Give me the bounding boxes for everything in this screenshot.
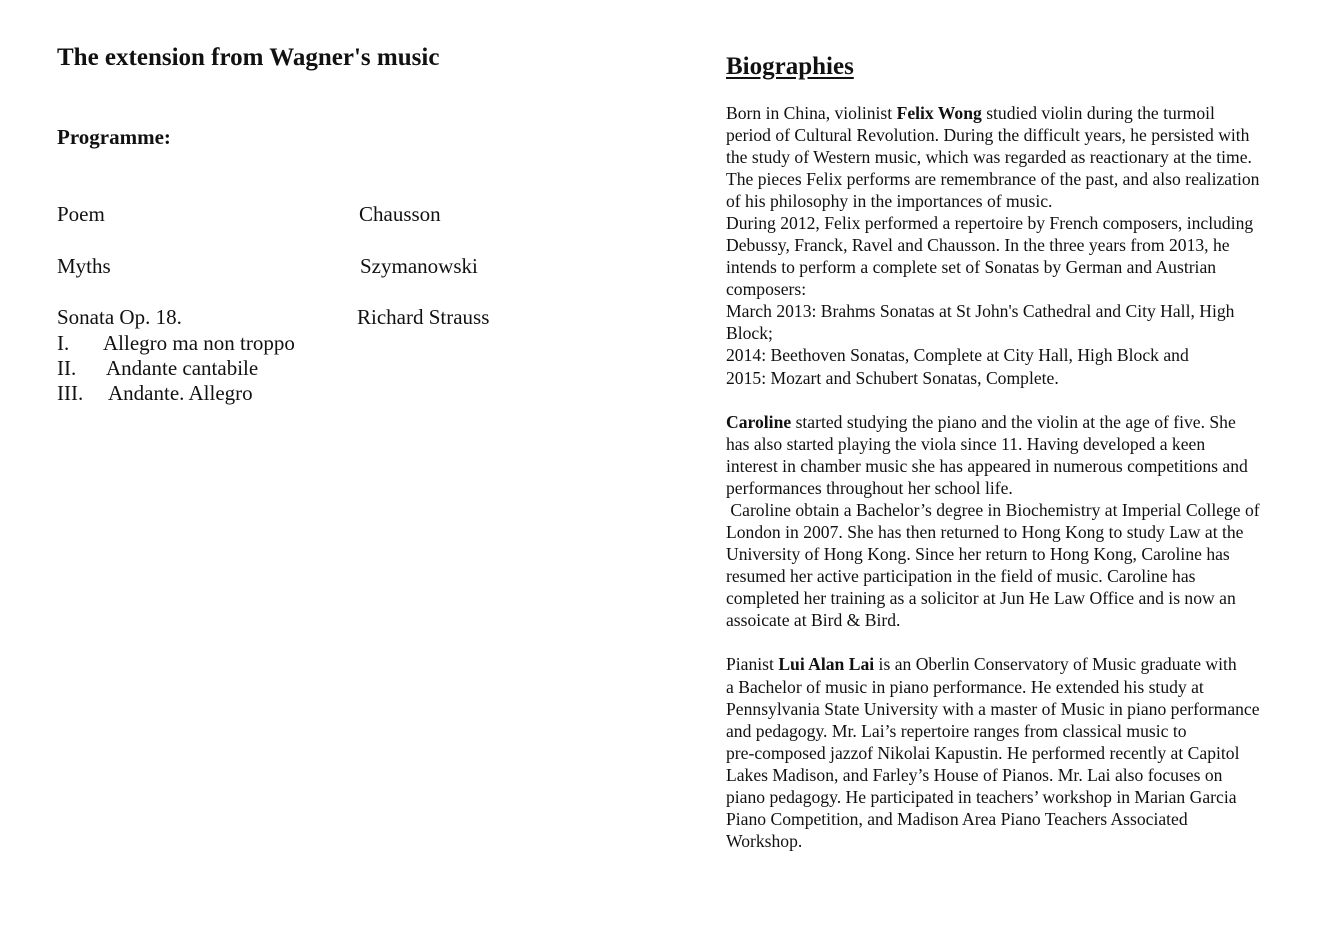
caroline-name: Caroline bbox=[726, 412, 792, 432]
bio-caroline-line: interest in chamber music she has appeared in numerous competitions and bbox=[726, 456, 1248, 476]
bio-felix-line: March 2013: Brahms Sonatas at St John's Cathedral and City Hall, High bbox=[726, 301, 1235, 321]
bio-caroline-line: assoicate at Bird & Bird. bbox=[726, 610, 901, 630]
programme-composer: Richard Strauss bbox=[357, 305, 490, 329]
bio-felix-line: composers: bbox=[726, 279, 807, 299]
bio-caroline-line: Caroline started studying the piano and the violin at the age of five. She bbox=[726, 412, 1236, 432]
bio-caroline-line: University of Hong Kong. Since her return to Hong Kong, Caroline has bbox=[726, 544, 1230, 564]
bio-lai-line: Pennsylvania State University with a master of Music in piano performance bbox=[726, 699, 1260, 719]
bio-lai-line: a Bachelor of music in piano performance. He extended his study at bbox=[726, 677, 1204, 697]
bio-felix-line: Block; bbox=[726, 323, 773, 343]
bio-caroline-line: London in 2007. She has then returned to Hong Kong to study Law at the bbox=[726, 522, 1244, 542]
page-title: The extension from Wagner's music bbox=[57, 44, 440, 71]
movement-item bbox=[57, 356, 258, 381]
movement-number: I. bbox=[57, 331, 70, 355]
bio-lai-line: Lakes Madison, and Farley’s House of Pianos. Mr. Lai also focuses on bbox=[726, 765, 1223, 785]
bio-lai-line: and pedagogy. Mr. Lai’s repertoire ranges from classical music to bbox=[726, 721, 1187, 741]
bio-caroline-line: has also started playing the viola since 11. Having developed a keen bbox=[726, 434, 1206, 454]
programme-work: Sonata Op. 18. bbox=[57, 305, 182, 329]
bio-felix-line: 2014: Beethoven Sonatas, Complete at City Hall, High Block and bbox=[726, 345, 1189, 365]
movement-name: Allegro ma non troppo bbox=[103, 331, 295, 355]
bio-lai-line: Workshop. bbox=[726, 831, 803, 851]
bio-felix-line: 2015: Mozart and Schubert Sonatas, Complete. bbox=[726, 368, 1059, 388]
movement-item bbox=[57, 331, 295, 356]
bio-lai-line: Pianist Lui Alan Lai is an Oberlin Conservatory of Music graduate with bbox=[726, 654, 1237, 674]
bio-felix-line: intends to perform a complete set of Sonatas by German and Austrian bbox=[726, 257, 1217, 277]
movement-number: III. bbox=[57, 381, 84, 405]
biographies-heading: Biographies bbox=[726, 53, 854, 80]
programme-work: Poem bbox=[57, 202, 105, 226]
programme-composer: Szymanowski bbox=[360, 254, 478, 278]
movement-number: II. bbox=[57, 356, 77, 380]
movement-item bbox=[57, 381, 253, 406]
bio-lai-line: Piano Competition, and Madison Area Piano Teachers Associated bbox=[726, 809, 1188, 829]
felix-name: Felix Wong bbox=[896, 103, 982, 123]
bio-felix-line: period of Cultural Revolution. During the difficult years, he persisted with bbox=[726, 125, 1250, 145]
bio-felix-line: Born in China, violinist Felix Wong studied violin during the turmoil bbox=[726, 103, 1215, 123]
programme-label: Programme: bbox=[57, 125, 171, 149]
bio-caroline-line: Caroline obtain a Bachelor’s degree in Biochemistry at Imperial College of bbox=[726, 500, 1260, 520]
lai-name: Lui Alan Lai bbox=[778, 654, 875, 674]
movement-name: Andante. Allegro bbox=[108, 381, 253, 405]
bio-felix-line: The pieces Felix performs are remembrance of the past, and also realization bbox=[726, 169, 1260, 189]
bio-felix-line: the study of Western music, which was regarded as reactionary at the time. bbox=[726, 147, 1252, 167]
bio-felix-line: During 2012, Felix performed a repertoire by French composers, including bbox=[726, 213, 1254, 233]
bio-lai-line: piano pedagogy. He participated in teachers’ workshop in Marian Garcia bbox=[726, 787, 1237, 807]
bio-caroline-line: performances throughout her school life. bbox=[726, 478, 1013, 498]
programme-composer: Chausson bbox=[359, 202, 441, 226]
bio-felix-line: of his philosophy in the importances of music. bbox=[726, 191, 1053, 211]
bio-felix-line: Debussy, Franck, Ravel and Chausson. In the three years from 2013, he bbox=[726, 235, 1230, 255]
bio-lai-line: pre-composed jazzof Nikolai Kapustin. He performed recently at Capitol bbox=[726, 743, 1240, 763]
bio-caroline-line: completed her training as a solicitor at Jun He Law Office and is now an bbox=[726, 588, 1236, 608]
movement-name: Andante cantabile bbox=[106, 356, 259, 380]
programme-work: Myths bbox=[57, 254, 111, 278]
bio-caroline-line: resumed her active participation in the field of music. Caroline has bbox=[726, 566, 1196, 586]
